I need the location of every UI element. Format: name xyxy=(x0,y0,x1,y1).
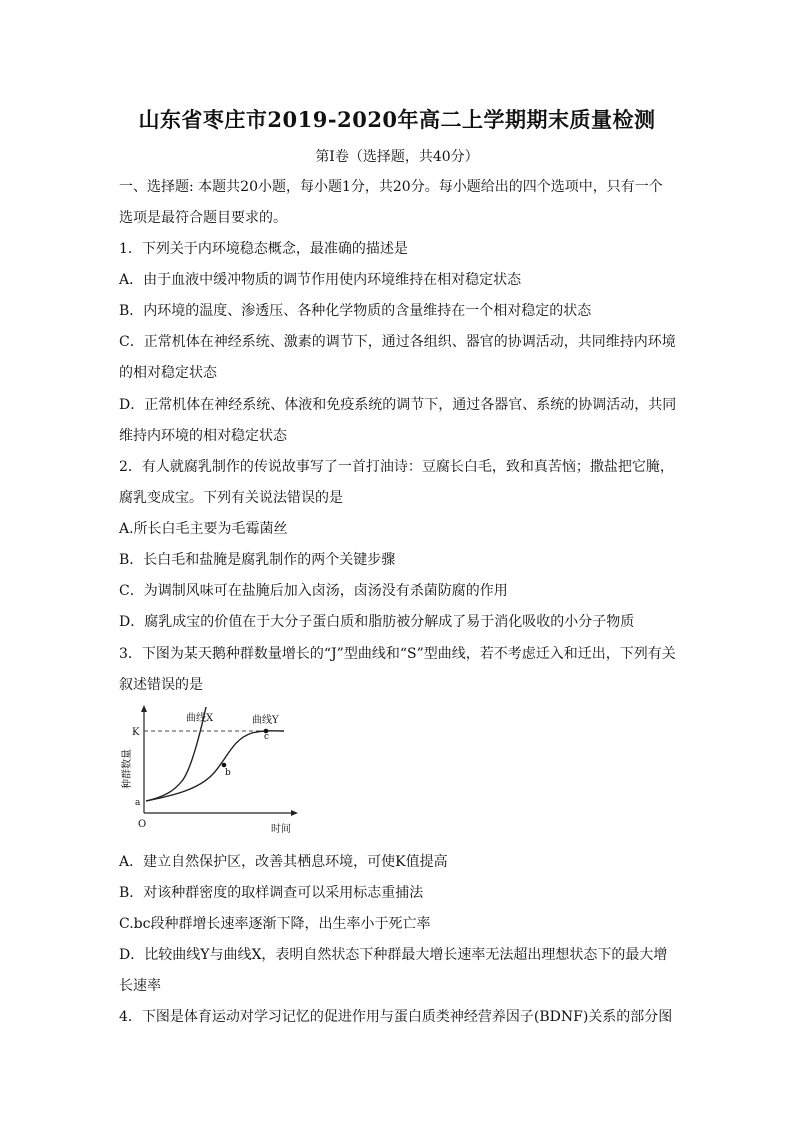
question-3-stem-cont: 叙述错误的是 xyxy=(119,677,203,693)
question-3-option-c: C.bc段种群增长速率逐渐下降，出生率小于死亡率 xyxy=(119,916,431,932)
curve-y-label: 曲线Y xyxy=(252,715,279,726)
question-3-option-a: A．建立自然保护区，改善其栖息环境，可使K值提高 xyxy=(119,854,448,870)
question-1-stem: 1．下列关于内环境稳态概念，最准确的描述是 xyxy=(119,241,408,257)
question-3-stem: 3．下图为某天鹅种群数量增长的“J”型曲线和“S”型曲线，若不考虑迁入和迁出，下列有关 xyxy=(119,646,676,662)
section-subtitle: 第Ⅰ卷（选择题，共40分） xyxy=(315,149,479,165)
y-axis-arrow xyxy=(141,705,147,712)
question-3-option-b: B．对该种群密度的取样调查可以采用标志重捕法 xyxy=(119,885,424,901)
question-3-option-d: D．比较曲线Y与曲线X，表明自然状态下种群最大增长速率无法超出理想状态下的最大增 xyxy=(119,947,668,963)
page-title: 山东省枣庄市2019-2020年高二上学期期末质量检测 xyxy=(138,107,656,132)
question-2-stem: 2．有人就腐乳制作的传说故事写了一首打油诗：豆腐长白毛，致和真苦恼；撒盐把它腌， xyxy=(119,459,674,475)
point-b-marker xyxy=(222,763,227,768)
curve-x-label: 曲线X xyxy=(186,713,214,724)
x-axis-label: 时间 xyxy=(271,824,291,835)
population-growth-figure xyxy=(116,703,306,838)
question-1-option-c: C．正常机体在神经系统、激素的调节下，通过各组织、器官的协调活动，共同维持内环境 xyxy=(119,334,676,350)
question-1-option-d-cont: 维持内环境的相对稳定状态 xyxy=(119,428,287,444)
point-b-label: b xyxy=(225,768,231,778)
question-4-stem: 4．下图是体育运动对学习记忆的促进作用与蛋白质类神经营养因子(BDNF)关系的部分图 xyxy=(119,1009,673,1025)
question-2-option-b: B．长白毛和盐腌是腐乳制作的两个关键步骤 xyxy=(119,552,396,568)
k-label: K xyxy=(132,727,140,738)
question-2-option-a: A.所长白毛主要为毛霉菌丝 xyxy=(119,521,288,537)
question-1-option-b: B．内环境的温度、渗透压、各种化学物质的含量维持在一个相对稳定的状态 xyxy=(119,303,592,319)
question-2-option-d: D．腐乳成宝的价值在于大分子蛋白质和脂肪被分解成了易于消化吸收的小分子物质 xyxy=(119,614,635,630)
question-3-option-d-cont: 长速率 xyxy=(119,978,161,994)
y-axis-label: 种群数量 xyxy=(122,749,133,789)
x-axis-arrow xyxy=(291,810,298,816)
point-a-label: a xyxy=(135,798,141,808)
instruction-line-2: 选项是最符合题目要求的。 xyxy=(119,210,287,226)
question-1-option-a: A．由于血液中缓冲物质的调节作用使内环境维持在相对稳定状态 xyxy=(119,272,522,288)
question-1-option-c-cont: 的相对稳定状态 xyxy=(119,365,217,381)
question-2-option-c: C．为调制风味可在盐腌后加入卤汤，卤汤没有杀菌防腐的作用 xyxy=(119,583,508,599)
question-1-option-d: D．正常机体在神经系统、体液和免疫系统的调节下，通过各器官、系统的协调活动，共同 xyxy=(119,397,677,413)
question-2-stem-cont: 腐乳变成宝。下列有关说法错误的是 xyxy=(119,490,343,506)
origin-label: O xyxy=(138,819,147,830)
point-c-label: c xyxy=(264,732,270,742)
instruction-line-1: 一、选择题: 本题共20小题，每小题1分，共20分。每小题给出的四个选项中，只有一个 xyxy=(119,179,663,195)
population-growth-graph xyxy=(116,703,306,838)
